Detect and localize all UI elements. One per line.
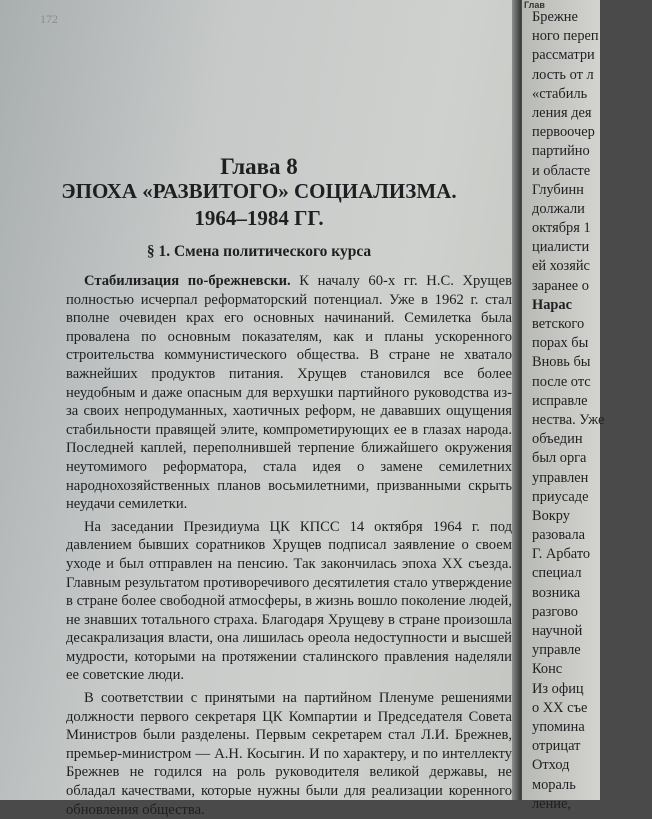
- chapter-title: [0, 178, 518, 232]
- right-line: Брежне: [532, 9, 578, 25]
- right-line: приусаде: [532, 488, 589, 505]
- right-line: управле: [532, 642, 581, 659]
- body-text: [66, 272, 512, 819]
- right-line: ветского: [532, 316, 585, 332]
- right-line: и областе: [532, 162, 591, 179]
- section-heading: § 1. Смена политического курса: [146, 243, 372, 260]
- right-line: разовала: [532, 527, 586, 544]
- paragraph-3: В соответствии с принятыми на партийном Пленуме решениями должности первого секретаря ЦК Компартии и Председателя Совета Министров были разделены. Первым секретарем стал Л.И. Брежнев, премьер-министром — А.Н. Косыгин. И по характеру, и по интеллекту Брежнев не годился на роль руководителя великой державы, не обладал качествами, которые нужны были для реализации коренного обновления общества.: [66, 690, 512, 818]
- right-line: лость от л: [532, 66, 594, 83]
- right-line: научной: [532, 623, 583, 639]
- paragraph-1-lead: Стабилизация по-брежневски.: [84, 273, 291, 289]
- right-line: Вновь бы: [532, 354, 591, 371]
- paragraph-1-text: К началу 60-х гг. Н.С. Хрущев полностью исчерпал реформаторский потенциал. Уже в 1962 г. стал вполне очевиден крах его основных начинаний. Семилетка была провалена по основным показателям, как и планы ускоренного строительства коммунистического общества. В стране не хватало важнейших продуктов питания. Хрущев становился все более неудобным и даже опасным для верхушки партийного руководства из-за своих непродуманных, хаотичных реформ, не дававших ощущения стабильности правящей элите, компрометирующих ее в глазах народа. Последней каплей, переполнившей терпение ближайшего окружения неутомимого реформатора, стала идея о замене семилетних народнохозяйственных планов восьмилетними, призванными скрыть неудачи семилетки.: [66, 273, 512, 513]
- right-line: управлен: [532, 469, 589, 486]
- right-line: исправле: [532, 392, 588, 409]
- right-line: лениe,: [532, 795, 571, 812]
- paragraph-1: [66, 272, 512, 514]
- right-line: заранее о: [532, 277, 589, 294]
- right-line: мораль: [532, 776, 576, 793]
- right-line: ей хозяйс: [532, 258, 590, 275]
- chapter-title-line1: ЭПОХА «РАЗВИТОГО» СОЦИАЛИЗМА.: [61, 179, 457, 203]
- right-line: ного переп: [532, 28, 599, 45]
- right-line: Нарас: [532, 296, 572, 313]
- right-line: специал: [532, 565, 582, 582]
- chapter-title-line2: 1964–1984 ГГ.: [194, 206, 324, 230]
- right-line: Вокру: [532, 507, 570, 524]
- right-line: возника: [532, 584, 581, 601]
- right-line: упомина: [532, 718, 585, 735]
- right-line: первоочер: [532, 124, 595, 141]
- right-line: рассматри: [532, 47, 595, 64]
- right-line: «стабиль: [532, 85, 588, 102]
- paragraph-2: На заседании Президиума ЦК КПСС 14 октября 1964 г. под давлением бывших соратников Хрущев подписал заявление о своем уходе и был отправлен на пенсию. Так закончилась эпоха XX съезда. Главным результатом противоречивого десятилетия стало утверждение в стране более свободной атмосферы, в жизнь вошло поколение людей, не знавших тотального страха. Благодаря Хрущеву в стране произошла десакрализация власти, она лишилась ореола недоступности и высшей мудрости, которыми на протяжении сталинского правления наделяли ее советские люди.: [66, 518, 512, 684]
- right-line: порах бы: [532, 335, 589, 352]
- right-line: о XX съе: [532, 699, 588, 716]
- right-header-fragment: Глав: [524, 0, 545, 10]
- right-line: должали: [532, 200, 585, 217]
- right-line: партийно: [532, 143, 590, 160]
- right-line: нества. Уже: [532, 411, 605, 428]
- right-line: Глубинн: [532, 181, 584, 198]
- right-line: Отход: [532, 757, 570, 774]
- right-page: [522, 0, 605, 812]
- right-line: Конс: [532, 661, 563, 678]
- page-number: 172: [40, 12, 58, 26]
- right-page-column: [532, 8, 652, 814]
- right-line: отрицат: [532, 738, 581, 755]
- right-line: Из офиц: [532, 680, 584, 697]
- right-line: Г. Арбато: [532, 546, 591, 563]
- chapter-number: Глава 8: [220, 154, 298, 179]
- right-line: разгово: [532, 603, 578, 620]
- right-line: после отс: [532, 373, 591, 390]
- right-line: циалисти: [532, 239, 590, 256]
- right-line: объедин: [532, 431, 583, 448]
- right-line: ления дея: [532, 104, 592, 121]
- right-line: октября 1: [532, 220, 591, 237]
- right-line: был орга: [532, 450, 587, 467]
